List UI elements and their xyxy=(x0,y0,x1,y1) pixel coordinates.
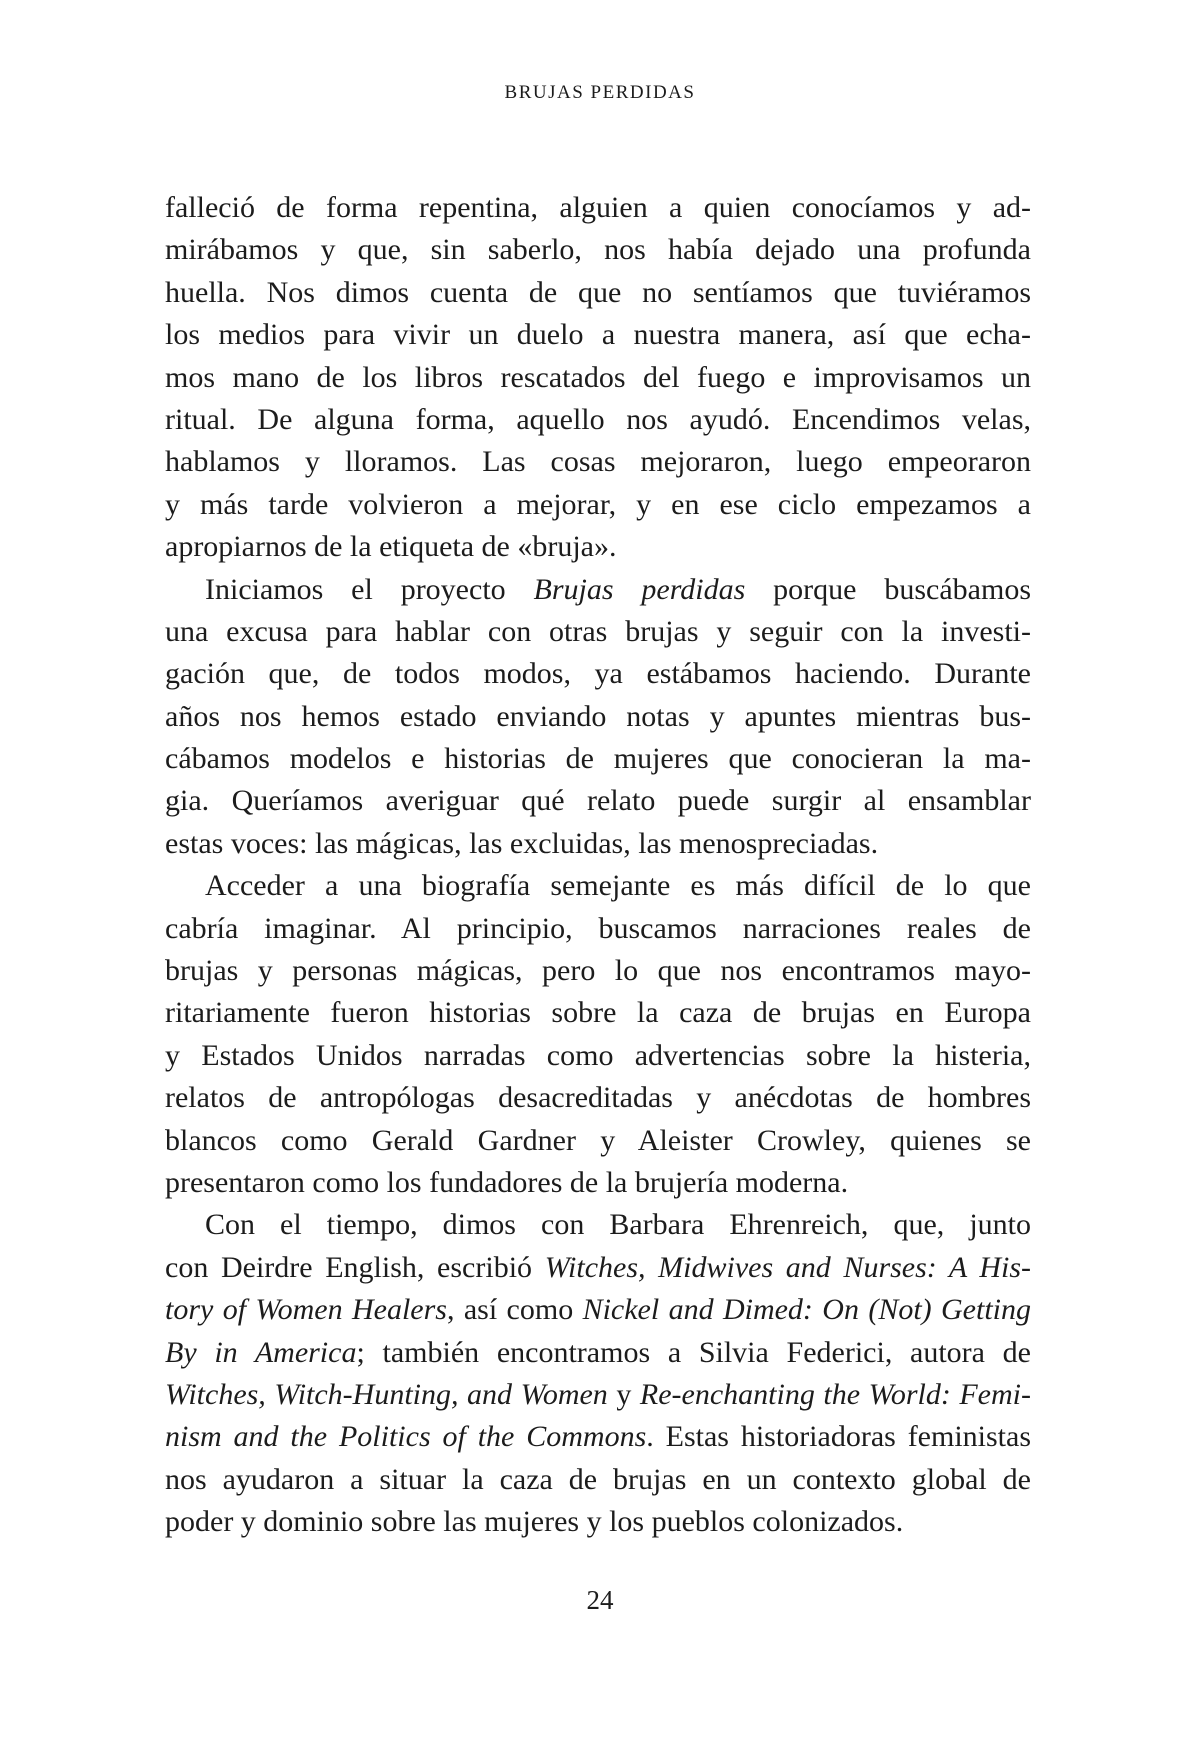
text-line: falleció de forma repentina, alguien a quien conocíamos y ad- xyxy=(165,191,1031,224)
text-line: y más tarde volvieron a mejorar, y en ese ciclo empezamos a xyxy=(165,487,1031,521)
text-line: presentaron como los fundadores de la brujería moderna. xyxy=(165,1165,849,1199)
text-line: y Estados Unidos narradas como advertencias sobre la histeria, xyxy=(165,1038,1031,1072)
text-line: Iniciamos el proyecto Brujas perdidas porque buscábamos xyxy=(205,572,1031,606)
text-line: ritariamente fueron historias sobre la caza de brujas en Europa xyxy=(165,996,1031,1030)
text-line: hablamos y lloramos. Las cosas mejoraron, luego empeoraron xyxy=(165,445,1031,479)
text-line: estas voces: las mágicas, las excluidas, las menospreciadas. xyxy=(165,826,879,860)
text-line: Witches, Witch-Hunting, and Women y Re-enchanting the World: Femi- xyxy=(165,1377,1031,1411)
text-line: tory of Women Healers, así como Nickel and Dimed: On (Not) Getting xyxy=(165,1293,1031,1327)
text-line: cabría imaginar. Al principio, buscamos narraciones reales de xyxy=(165,911,1031,945)
text-line: los medios para vivir un duelo a nuestra manera, así que echa- xyxy=(165,318,1031,352)
body-text xyxy=(165,187,1031,1544)
text-line: gia. Queríamos averiguar qué relato puede surgir al ensamblar xyxy=(165,784,1031,818)
text-line: Con el tiempo, dimos con Barbara Ehrenreich, que, junto xyxy=(205,1208,1031,1242)
text-line: cábamos modelos e historias de mujeres que conocieran la ma- xyxy=(165,742,1031,776)
text-line: By in America; también encontramos a Silvia Federici, autora de xyxy=(165,1335,1031,1369)
text-line: blancos como Gerald Gardner y Aleister Crowley, quienes se xyxy=(165,1123,1031,1157)
text-line: mos mano de los libros rescatados del fuego e improvisamos un xyxy=(165,360,1031,394)
text-line: una excusa para hablar con otras brujas y seguir con la investi- xyxy=(165,614,1031,648)
page-number: 24 xyxy=(586,1585,614,1615)
running-header: BRUJAS PERDIDAS xyxy=(504,82,696,103)
text-line: huella. Nos dimos cuenta de que no sentíamos que tuviéramos xyxy=(165,275,1031,309)
text-line: Acceder a una biografía semejante es más difícil de lo que xyxy=(205,869,1031,903)
text-line: con Deirdre English, escribió Witches, Midwives and Nurses: A His- xyxy=(165,1250,1031,1284)
text-line: nism and the Politics of the Commons. Estas historiadoras feministas xyxy=(165,1420,1031,1454)
text-line: poder y dominio sobre las mujeres y los pueblos colonizados. xyxy=(165,1505,904,1539)
text-line: ritual. De alguna forma, aquello nos ayudó. Encendimos velas, xyxy=(165,402,1031,436)
text-line: relatos de antropólogas desacreditadas y anécdotas de hombres xyxy=(165,1081,1031,1115)
text-line: apropiarnos de la etiqueta de «bruja». xyxy=(165,530,617,564)
text-line: años nos hemos estado enviando notas y apuntes mientras bus- xyxy=(165,699,1031,733)
text-line: gación que, de todos modos, ya estábamos haciendo. Durante xyxy=(165,657,1031,691)
text-line: brujas y personas mágicas, pero lo que nos encontramos mayo- xyxy=(165,954,1031,988)
text-line: nos ayudaron a situar la caza de brujas en un contexto global de xyxy=(165,1462,1031,1496)
text-line: mirábamos y que, sin saberlo, nos había dejado una profunda xyxy=(165,233,1031,267)
